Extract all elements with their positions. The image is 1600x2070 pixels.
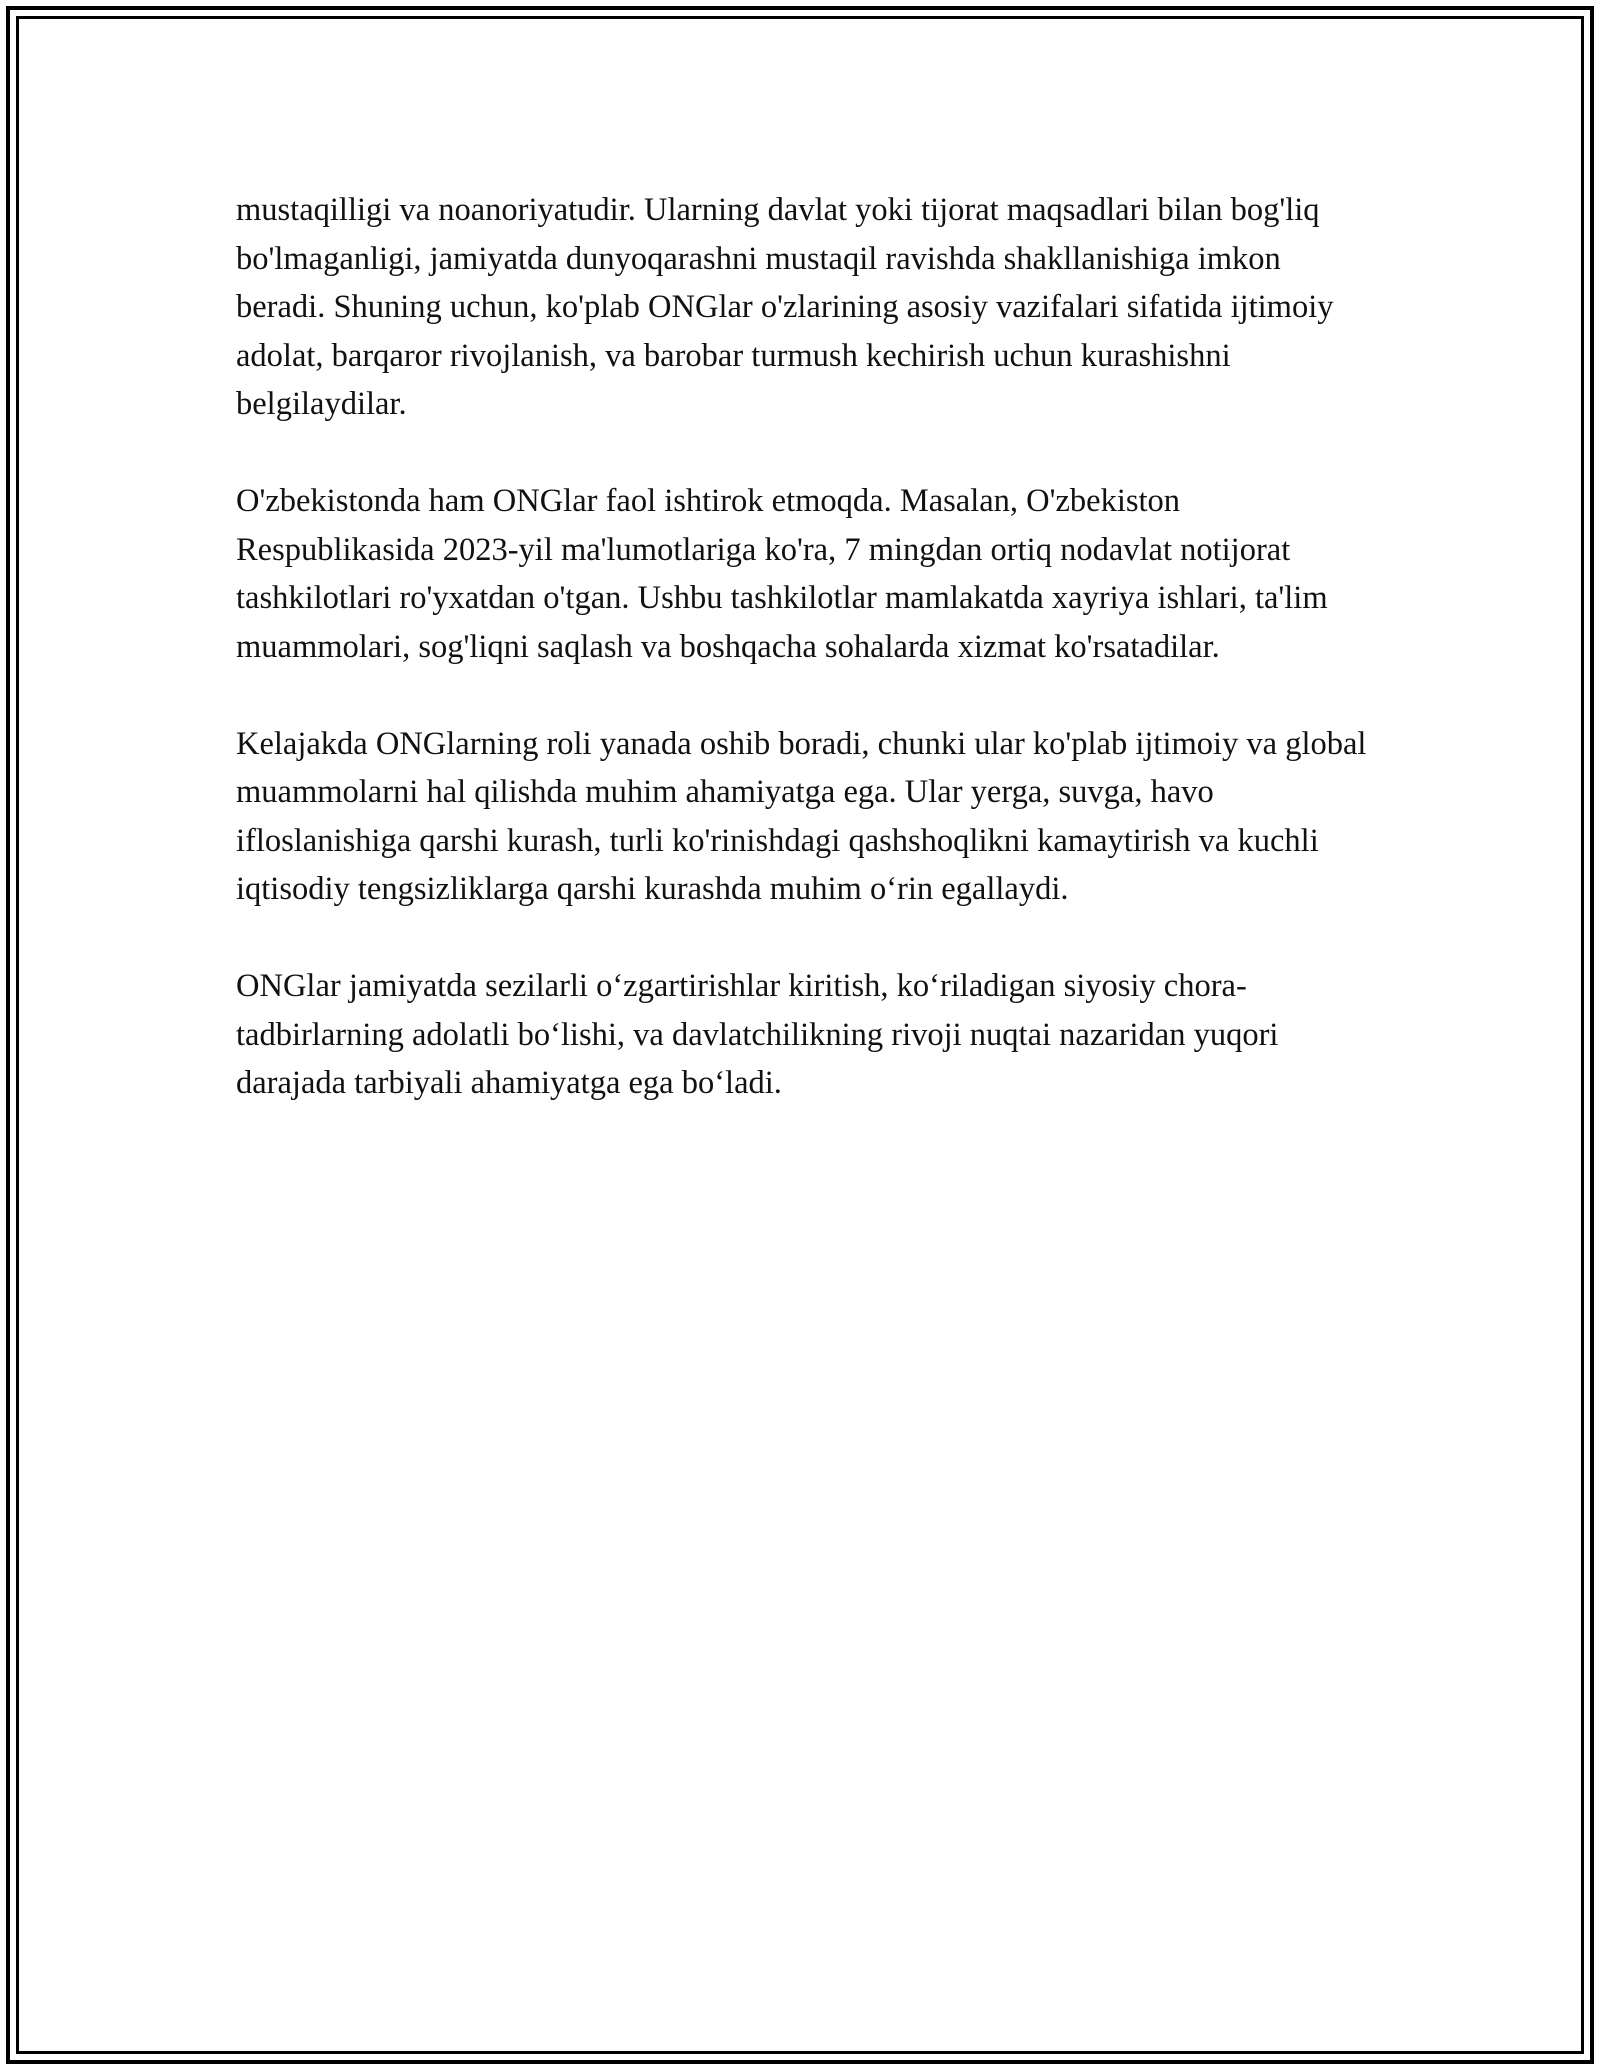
paragraph-4: ONGlar jamiyatda sezilarli o‘zgartirishlar kiritish, ko‘riladigan siyosiy chora-tadbirlarning adolatli bo‘lishi, va davlatchilikning rivoji nuqtai nazaridan yuqori darajada tarbiyali ahamiyatga ega bo‘ladi. <box>236 968 1279 1101</box>
paragraph-1: mustaqilligi va noanoriyatudir. Ularning davlat yoki tijorat maqsadlari bilan bog'liq bo'lmaganligi, jamiyatda dunyoqarashni mustaqil ravishda shakllanishiga imkon beradi. Shuning uchun, ko'plab ONGlar o'zlarining asosiy vazifalari sifatida ijtimoiy adolat, barqaror rivojlanish, va barobar turmush kechirish uchun kurashishni belgilaydilar. <box>236 192 1334 422</box>
document-body <box>236 186 1376 1108</box>
paragraph-3: Kelajakda ONGlarning roli yanada oshib boradi, chunki ular ko'plab ijtimoiy va global muammolarni hal qilishda muhim ahamiyatga ega. Ular yerga, suvga, havo ifloslanishiga qarshi kurash, turli ko'rinishdagi qashshoqlikni kamaytirish va kuchli iqtisodiy tengsizliklarga qarshi kurashda muhim o‘rin egallaydi. <box>236 725 1367 907</box>
paragraph-2: O'zbekistonda ham ONGlar faol ishtirok etmoqda. Masalan, O'zbekiston Respublikasida 2023-yil ma'lumotlariga ko'ra, 7 mingdan ortiq nodavlat notijorat tashkilotlari ro'yxatdan o'tgan. Ushbu tashkilotlar mamlakatda xayriya ishlari, ta'lim muammolari, sog'liqni saqlash va boshqacha sohalarda xizmat ko'rsatadilar. <box>236 483 1328 665</box>
